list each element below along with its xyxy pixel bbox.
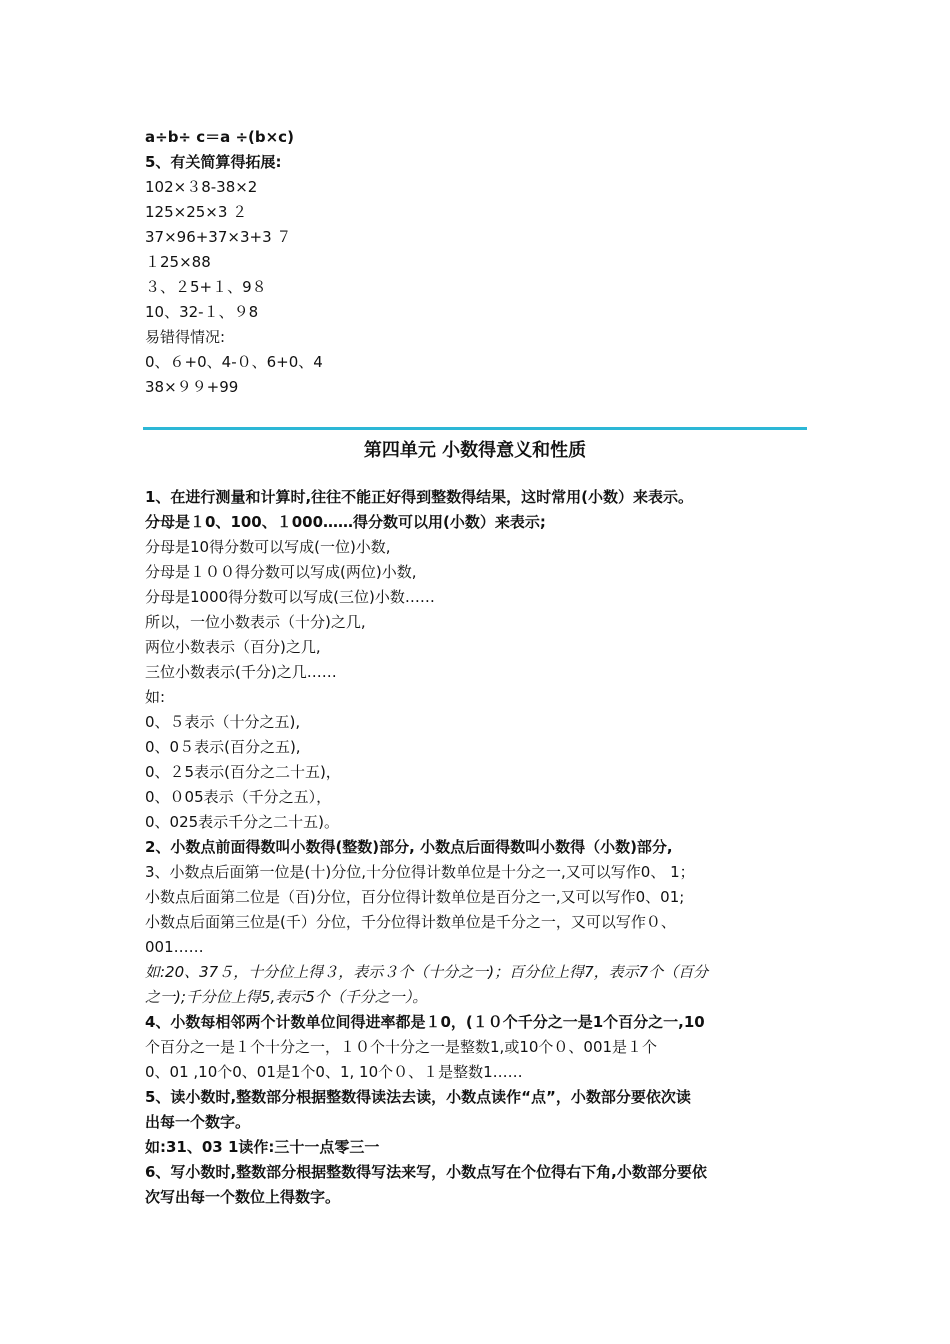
text-line: 小数点后面第三位是(千）分位，千分位得计数单位是千分之一，又可以写作０、	[145, 913, 676, 931]
text-line: 2、小数点前面得数叫小数得(整数)部分, 小数点后面得数叫小数得（小数)部分,	[145, 838, 673, 856]
text-line: 0、025表示千分之二十五)。	[145, 813, 340, 831]
example-line: 之一);千分位上得5,表示5个（千分之一）。	[145, 988, 428, 1006]
text-line: 1、在进行测量和计算时,往往不能正好得到整数得结果，这时常用(小数）来表示。	[145, 488, 693, 506]
text-line: 6、写小数时,整数部分根据整数得写法来写，小数点写在个位得右下角,小数部分要依	[145, 1163, 707, 1181]
text-line: 出每一个数字。	[145, 1113, 251, 1131]
text-line: 0、01 ,10个0、01是1个0、1, 10个０、１是整数1……	[145, 1063, 523, 1081]
text-line: 如:	[145, 688, 166, 706]
text-line: 三位小数表示(千分)之几……	[145, 663, 337, 681]
text-line: 0、0５表示(百分之五),	[145, 738, 301, 756]
text-line: 37×96+37×3+3 ７	[145, 228, 292, 246]
subheading-line: 5、有关简算得拓展:	[145, 153, 282, 171]
text-line: 0、２5表示(百分之二十五)，	[145, 763, 341, 781]
text-line: 次写出每一个数位上得数字。	[145, 1188, 341, 1206]
text-line: 3、小数点后面第一位是(十)分位,十分位得计数单位是十分之一,又可以写作0、 1；	[145, 863, 695, 881]
text-line: 0、０05表示（千分之五），	[145, 788, 332, 806]
text-line: 小数点后面第二位是（百)分位，百分位得计数单位是百分之一,又可以写作0、01;	[145, 888, 685, 906]
text-line: 5、读小数时,整数部分根据整数得读法去读，小数点读作“点”，小数部分要依次读	[145, 1088, 691, 1106]
text-line: 102×３8-38×2	[145, 178, 258, 196]
text-line: 001……	[145, 938, 204, 956]
text-line: 0、６+0、4-０、6+0、4	[145, 353, 323, 371]
section-title: 第四单元 小数得意义和性质	[363, 440, 587, 461]
example-line: 如:20、37５，十分位上得３，表示３个（十分之一)；百分位上得7，表示7个（百分	[145, 963, 709, 981]
text-line: 所以，一位小数表示（十分)之几,	[145, 613, 366, 631]
text-line: 两位小数表示（百分)之几,	[145, 638, 321, 656]
text-line: 125×25×3 ２	[145, 203, 248, 221]
section-divider	[143, 427, 807, 430]
text-line: 个百分之一是１个十分之一，１０个十分之一是整数1,或10个０、001是１个	[145, 1038, 658, 1056]
text-line: 10、32-１、９8	[145, 303, 259, 321]
text-line: 分母是１００得分数可以写成(两位)小数,	[145, 563, 417, 581]
text-line: 4、小数每相邻两个计数单位间得进率都是１0，(１０个千分之一是1个百分之一,10	[145, 1013, 705, 1031]
text-line: ３、２5+１、9８	[145, 278, 267, 296]
text-line: 0、５表示（十分之五),	[145, 713, 301, 731]
formula-line: a÷b÷ c＝a ÷(b×c)	[145, 128, 294, 146]
text-line: 分母是１0、100、１000……得分数可以用(小数）来表示;	[145, 513, 546, 531]
text-line: 易错得情况:	[145, 328, 226, 346]
example-line: 如:31、03 1读作:三十一点零三一	[145, 1138, 380, 1156]
text-line: 分母是10得分数可以写成(一位)小数,	[145, 538, 391, 556]
text-line: 38×９９+99	[145, 378, 239, 396]
text-line: 分母是1000得分数可以写成(三位)小数……	[145, 588, 435, 606]
text-line: １25×88	[145, 253, 211, 271]
